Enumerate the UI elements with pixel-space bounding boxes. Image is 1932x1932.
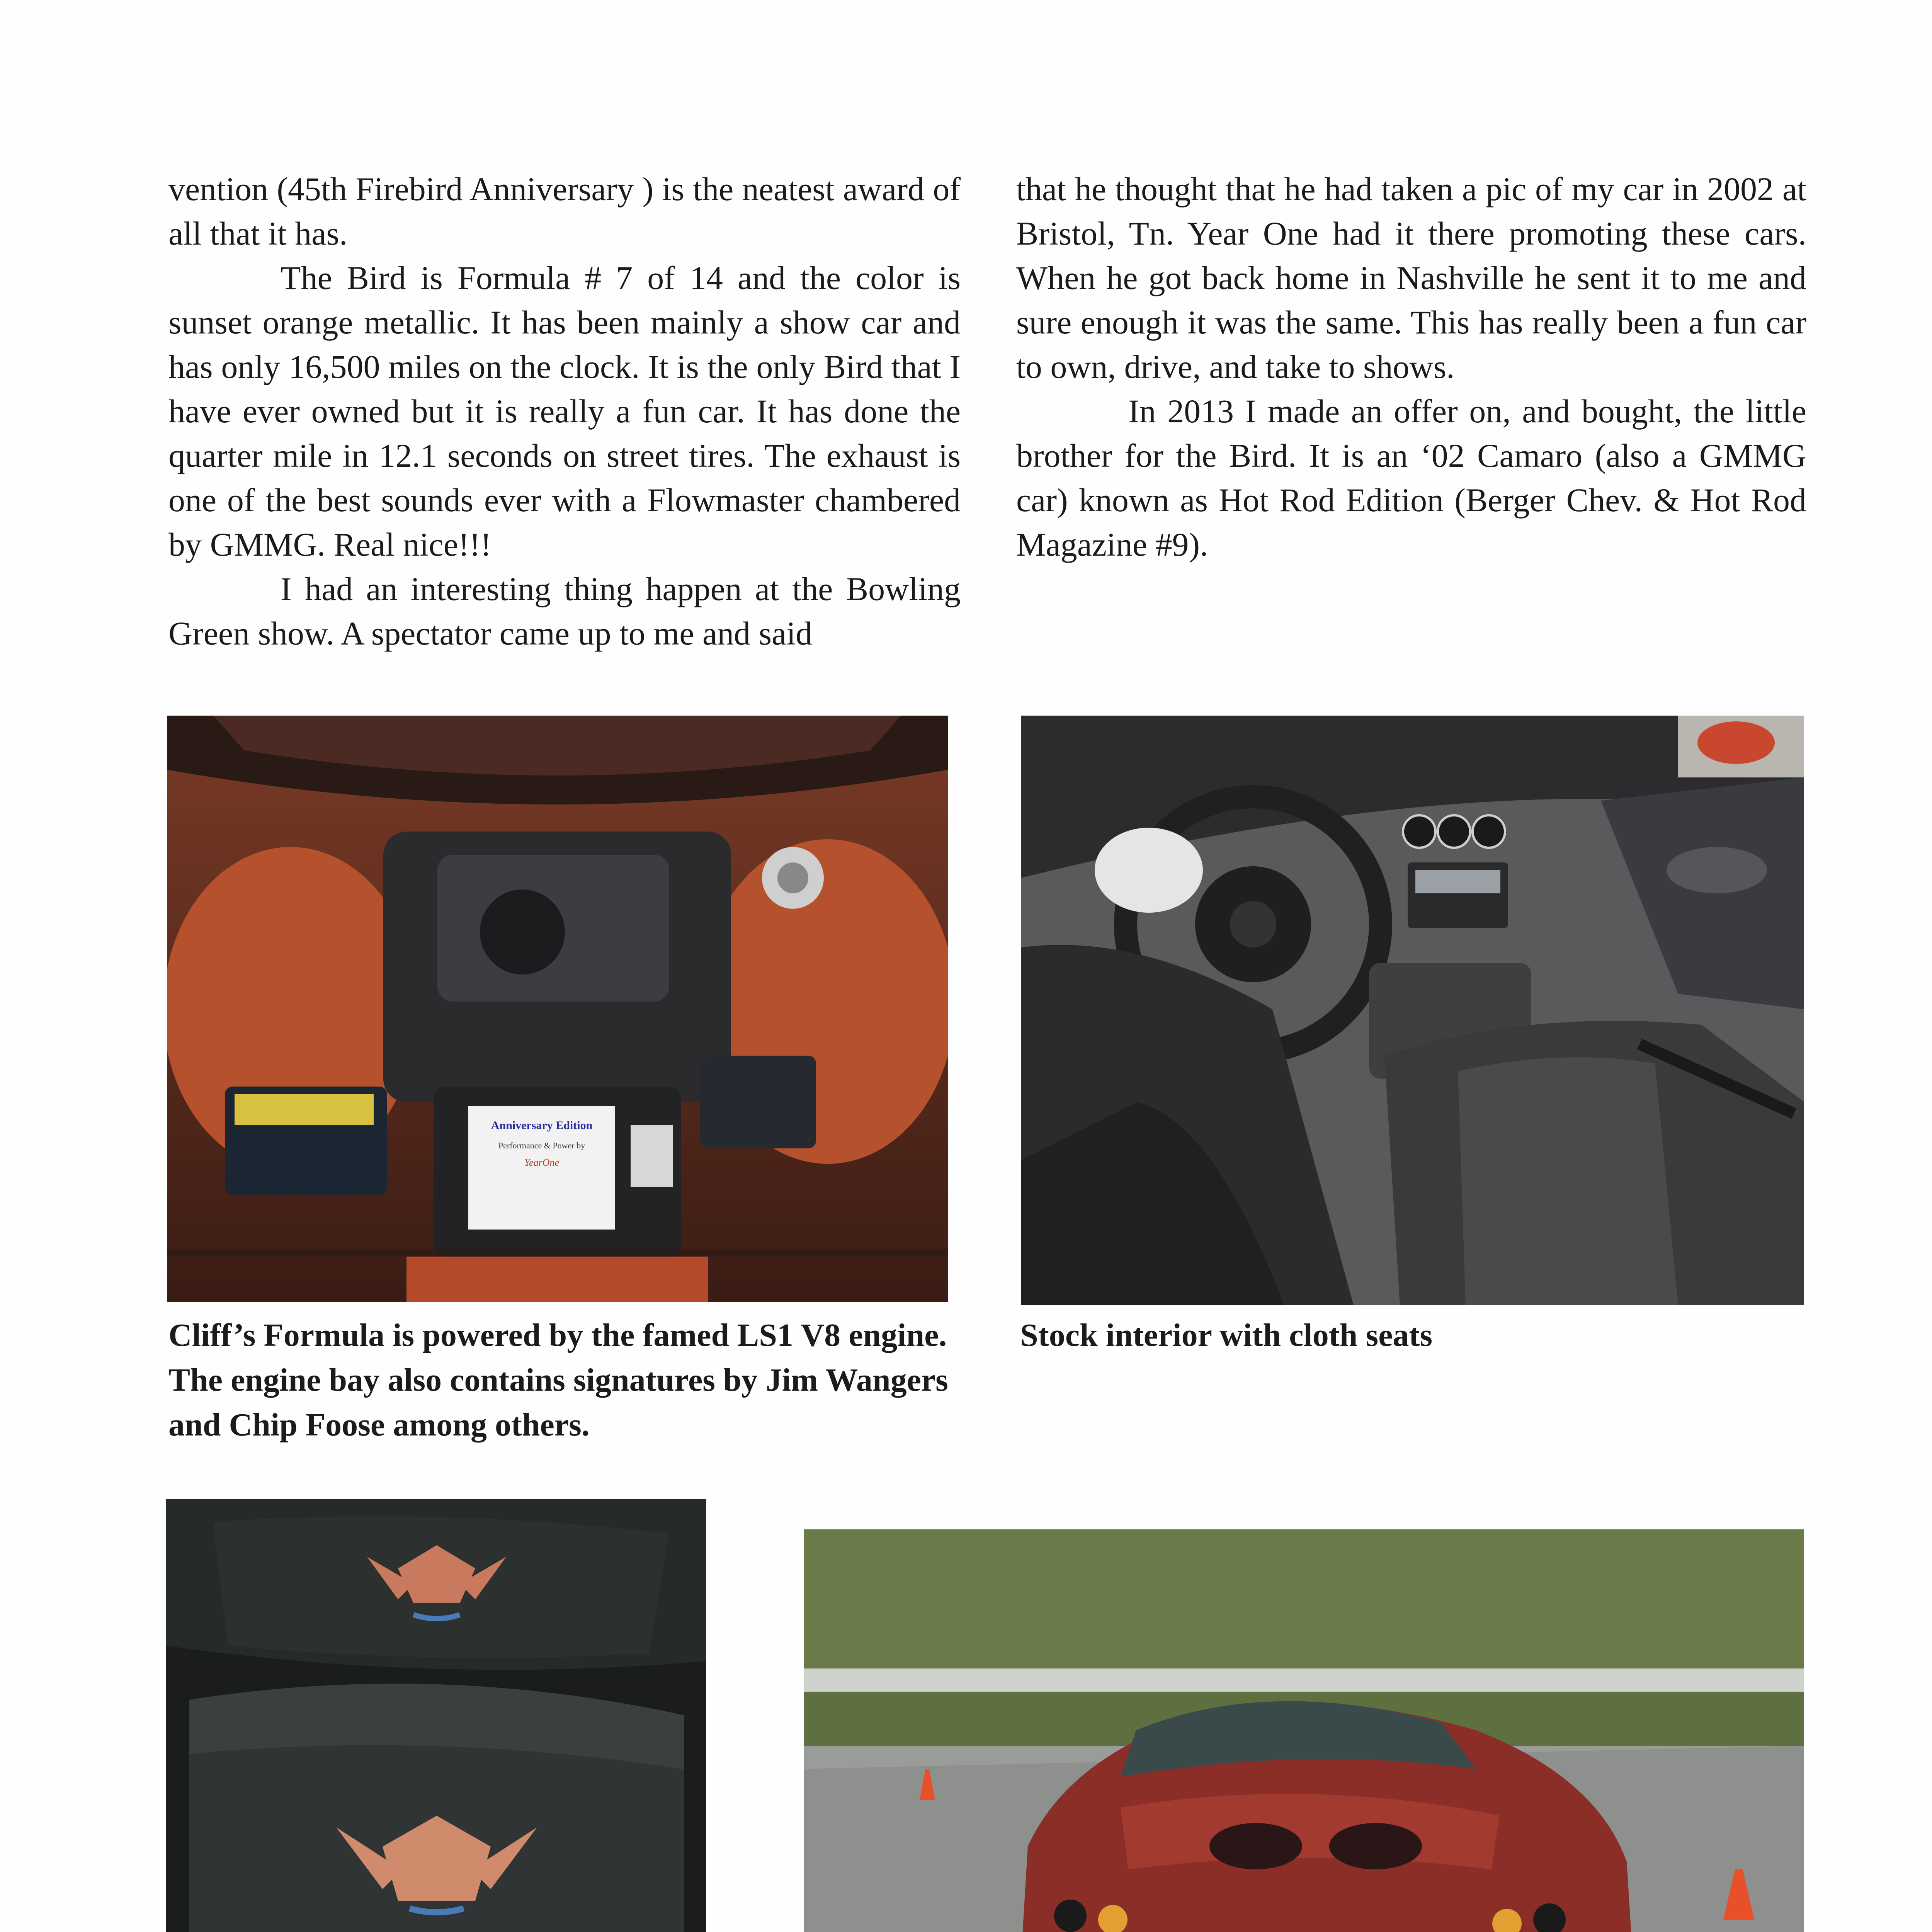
article-left-column (168, 167, 961, 656)
left-paragraph-2: The Bird is Formula # 7 of 14 and the color is sunset orange metallic. It has been mainly a show car and has only 16,500 miles on the clock. It is the only Bird that I have ever owned but it is really a fun car. It has done the quarter mile in 12.1 seconds on street tires. The exhaust is one of the best sounds ever with a Flowmaster chambered by GMMG. Real nice!!! (168, 259, 961, 563)
right-paragraph-1: that he thought that he had taken a pic of my car in 2002 at Bristol, Tn. Year One had it there promoting these cars. When he got back home in Nashville he sent it to me and sure enough it was the same. This has really been a fun car to own, drive, and take to shows. (1016, 170, 1806, 385)
right-paragraph-2: In 2013 I made an offer on, and bought, the little brother for the Bird. It is an ‘02 Camaro (also a GMMG car) known as Hot Rod Edition (Berger Chev. & Hot Rod Magazine #9). (1016, 393, 1806, 563)
seat-logo-photo (166, 1499, 706, 1932)
engine-cover-label-3: YearOne (524, 1157, 560, 1168)
interior-photo-caption: Stock interior with cloth seats (1020, 1317, 1433, 1353)
engine-bay-photo (167, 716, 948, 1302)
left-paragraph-1: vention (45th Firebird Anniversary ) is the neatest award of all that it has. (168, 170, 961, 252)
left-paragraph-3: I had an interesting thing happen at the Bowling Green show. A spectator came up to me and said (168, 570, 961, 652)
engine-photo-caption: Cliff’s Formula is powered by the famed LS1 V8 engine. The engine bay also contains signatures by Jim Wangers and Chip Foose among others. (168, 1317, 948, 1443)
action-shot-photo (804, 1529, 1804, 1932)
interior-photo (1021, 716, 1804, 1305)
engine-cover-label-2: Performance & Power by (498, 1141, 585, 1150)
engine-cover-label-1: Anniversary Edition (491, 1119, 593, 1132)
article-right-column (1016, 167, 1806, 567)
